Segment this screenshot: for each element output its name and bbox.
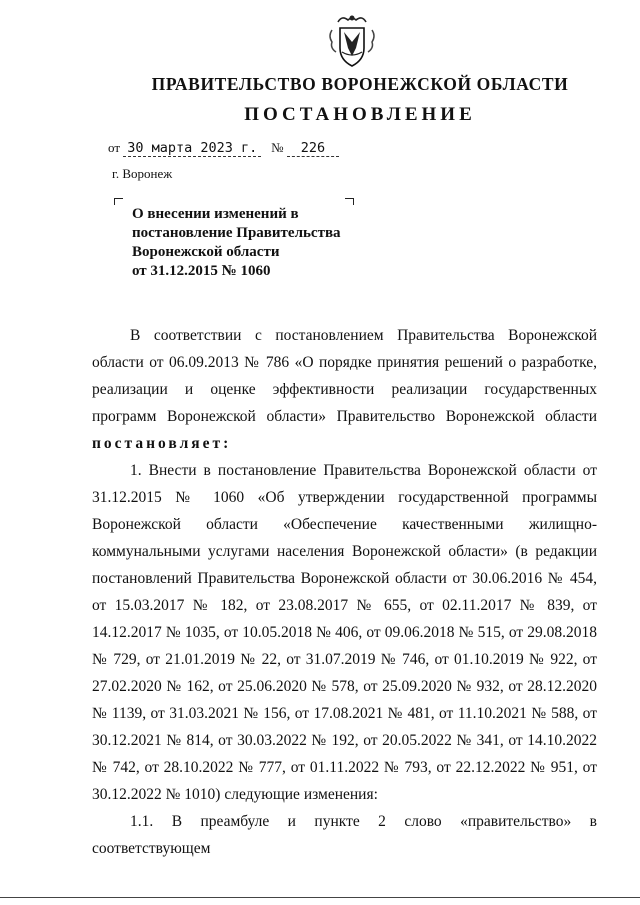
bottom-rule bbox=[0, 897, 640, 898]
subject-corner-left bbox=[114, 198, 123, 205]
document-type: ПОСТАНОВЛЕНИЕ bbox=[244, 104, 476, 125]
item-1-paragraph: 1. Внести в постановление Правительства Воронежской области от 31.12.2015 № 1060 «Об утверждении государственной программы Воронежской области «Обеспечение качественными жилищно-коммунальными услугами населения Воронежской области» (в редакции постановлений Правительства Воронежской области от 30.06.2016 № 454, от 15.03.2017 № 182, от 23.08.2017 № 655, от 02.11.2017 № 839, от 14.12.2017 № 1035, от 10.05.2018 № 406, от 09.06.2018 № 515, от 29.08.2018 № 729, от 21.01.2019 № 22, от 31.07.2019 № 746, от 01.10.2019 № 922, от 27.02.2020 № 162, от 25.06.2020 № 578, от 25.09.2020 № 932, от 28.12.2020 № 1139, от 31.03.2021 № 156, от 17.08.2021 № 481, от 11.10.2021 № 588, от 30.12.2021 № 814, от 30.03.2022 № 192, от 20.05.2022 № 341, от 14.10.2022 № 742, от 28.10.2022 № 777, от 01.11.2022 № 793, от 22.12.2022 № 951, от 30.12.2022 № 1010) следующие изменения: bbox=[92, 462, 597, 803]
city: г. Воронеж bbox=[112, 166, 173, 181]
subject-corner-right bbox=[345, 198, 354, 205]
decree-body bbox=[92, 322, 597, 862]
decree-date: 30 марта 2023 г. bbox=[123, 140, 261, 157]
subject-line: постановление Правительства bbox=[132, 225, 341, 241]
government-title: ПРАВИТЕЛЬСТВО ВОРОНЕЖСКОЙ ОБЛАСТИ bbox=[151, 74, 569, 94]
subject-line: от 31.12.2015 № 1060 bbox=[132, 263, 271, 279]
resolves-word: постановляет: bbox=[92, 435, 232, 452]
intro-paragraph: В соответствии с постановлением Правительства Воронежской области от 06.09.2013 № 786 «О порядке принятия решений о разработке, реализации и оценке эффективности реализации государственных программ Воронежской области» Правительство Воронежской области bbox=[92, 327, 597, 425]
item-1-1-paragraph: 1.1. В преамбуле и пункте 2 слово «правительство» в соответствующем bbox=[92, 813, 597, 857]
date-number-line bbox=[108, 140, 339, 157]
number-prefix: № bbox=[271, 140, 284, 155]
subject-line: О внесении изменений в bbox=[132, 206, 299, 222]
subject-block bbox=[132, 205, 372, 281]
decree-number: 226 bbox=[287, 140, 339, 157]
subject-line: Воронежской области bbox=[132, 244, 280, 260]
coat-of-arms-emblem bbox=[326, 12, 378, 70]
date-prefix: от bbox=[108, 140, 121, 155]
